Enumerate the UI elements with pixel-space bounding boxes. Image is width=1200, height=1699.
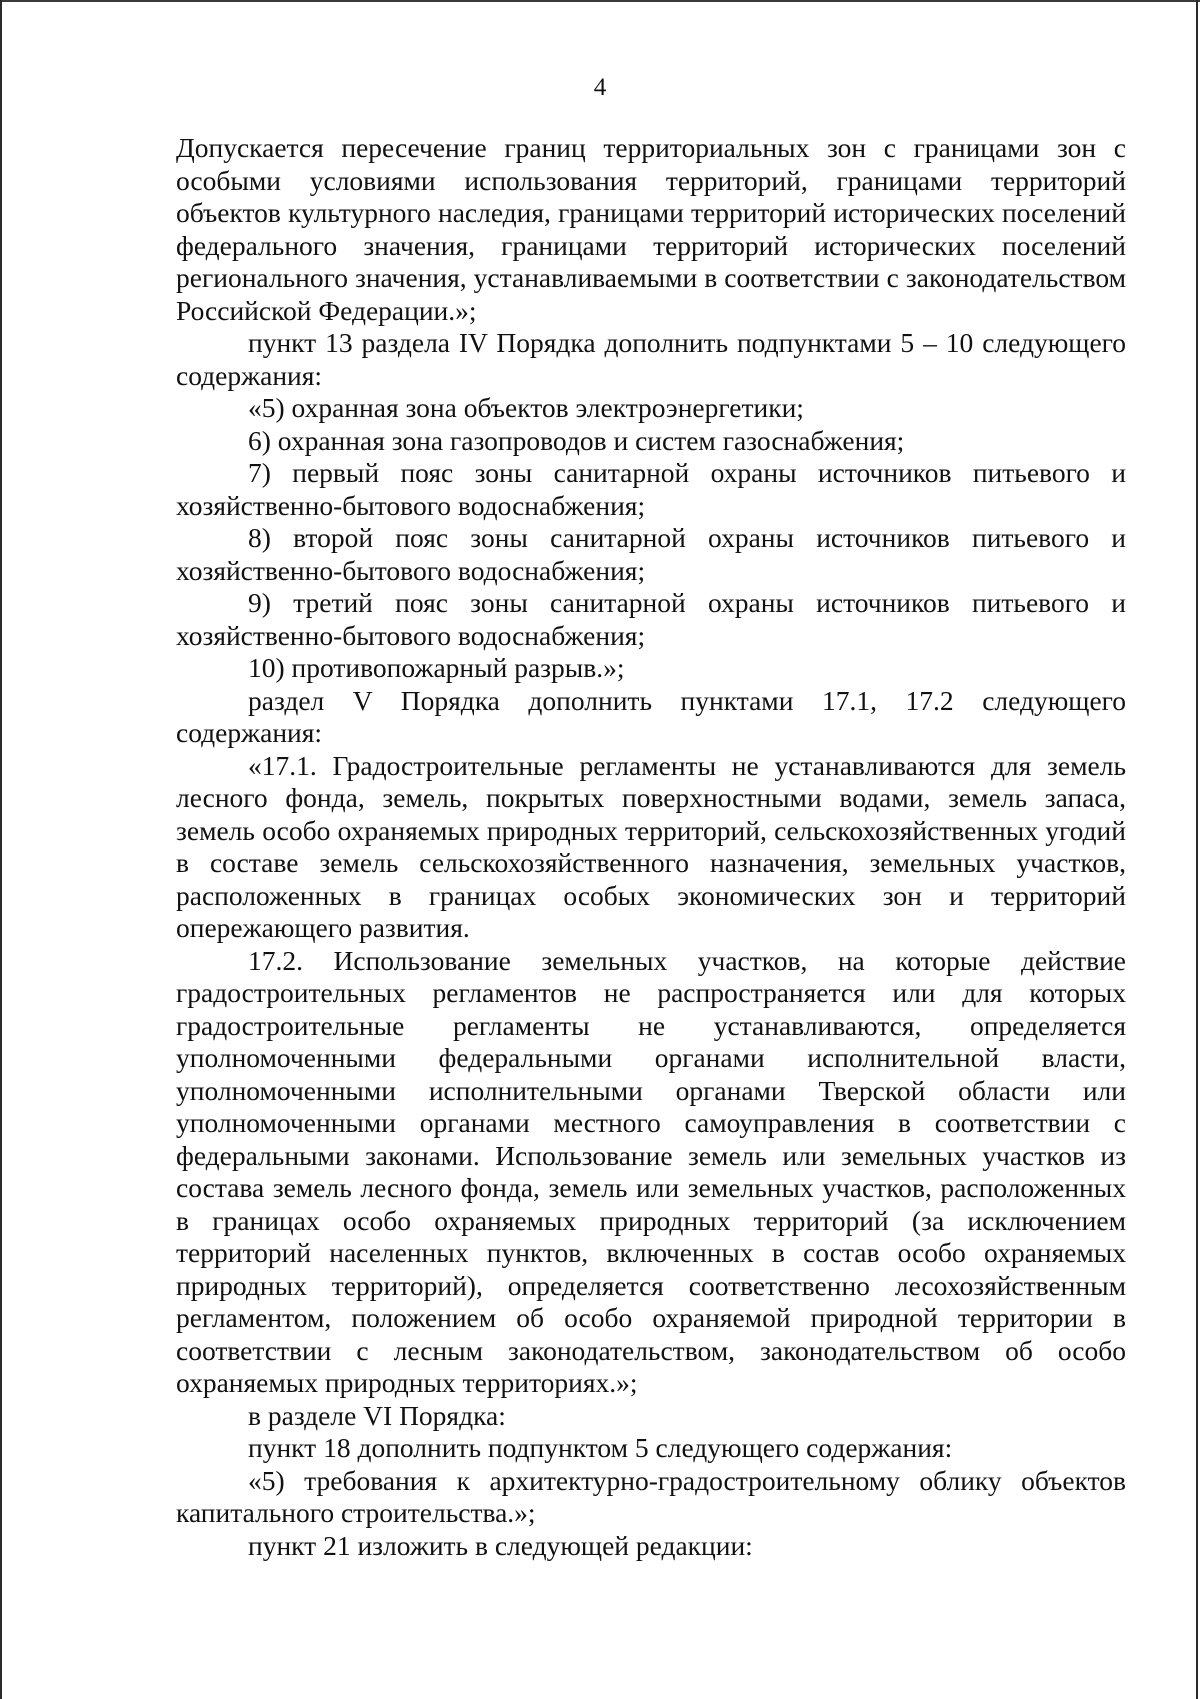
paragraph-section-v: раздел V Порядка дополнить пунктами 17.1, 17.2 следующего содержания: bbox=[176, 684, 1126, 748]
paragraph-item-13: пункт 13 раздела IV Порядка дополнить подпунктами 5 – 10 следующего содержания: bbox=[176, 327, 1126, 391]
paragraph-item-18: пункт 18 дополнить подпунктом 5 следующего содержания: bbox=[248, 1432, 953, 1463]
list-item-9: 9) третий пояс зоны санитарной охраны источников питьевого и хозяйственно-бытового водоснабжения; bbox=[176, 587, 1126, 651]
paragraph-17-2: 17.2. Использование земельных участков, на которые действие градостроительных регламентов не распространяется или для которых градостроительные регламенты не устанавливаются, определяется уполномоченными федеральными органами исполнительной власти, уполномоченными исполнительными органами Тверской области или уполномоченными органами местного самоуправления в соответствии с федеральными законами. Использование земель или земельных участков из состава земель лесного фонда, земель или земельных участков, расположенных в границах особо охраняемых природных территорий (за исключением территорий населенных пунктов, включенных в состав особо охраняемых природных территорий), определяется соответственно лесохозяйственным регламентом, положением об особо охраняемой природной территории в соответствии с лесным законодательством, законодательством об особо охраняемых природных территориях.»; bbox=[176, 944, 1126, 1398]
paragraph-17-1: «17.1. Градостроительные регламенты не устанавливаются для земель лесного фонда, земель, покрытых поверхностными водами, земель запаса, земель особо охраняемых природных территорий, сельскохозяйственных угодий в составе земель сельскохозяйственного назначения, земельных участков, расположенных в границах особых экономических зон и территорий опережающего развития. bbox=[176, 749, 1126, 943]
scan-left-edge bbox=[0, 0, 2, 1699]
paragraph-zone-boundaries: Допускается пересечение границ территориальных зон с границами зон с особыми условиями использования территорий, границами территорий объектов культурного наследия, границами территорий исторических поселений федерального значения, границами территорий исторических поселений регионального значения, устанавливаемыми в соответствии с законодательством Российской Федерации.»; bbox=[176, 132, 1126, 326]
list-item-18-5: «5) требования к архитектурно-градостроительному облику объектов капитального строительства.»; bbox=[176, 1464, 1126, 1528]
list-item-5: «5) охранная зона объектов электроэнергетики; bbox=[248, 392, 804, 423]
list-item-7: 7) первый пояс зоны санитарной охраны источников питьевого и хозяйственно-бытового водоснабжения; bbox=[176, 457, 1126, 521]
paragraph-section-vi: в разделе VI Порядка: bbox=[248, 1399, 506, 1431]
page-number: 4 bbox=[593, 74, 607, 101]
scan-right-edge bbox=[1196, 0, 1198, 1699]
scan-top-edge bbox=[0, 0, 1200, 2]
list-item-8: 8) второй пояс зоны санитарной охраны источников питьевого и хозяйственно-бытового водоснабжения; bbox=[176, 522, 1126, 586]
list-item-10: 10) противопожарный разрыв.»; bbox=[248, 652, 625, 683]
paragraph-item-21: пункт 21 изложить в следующей редакции: bbox=[248, 1529, 753, 1561]
document-body bbox=[176, 132, 1126, 1562]
list-item-6: 6) охранная зона газопроводов и систем газоснабжения; bbox=[248, 424, 905, 456]
